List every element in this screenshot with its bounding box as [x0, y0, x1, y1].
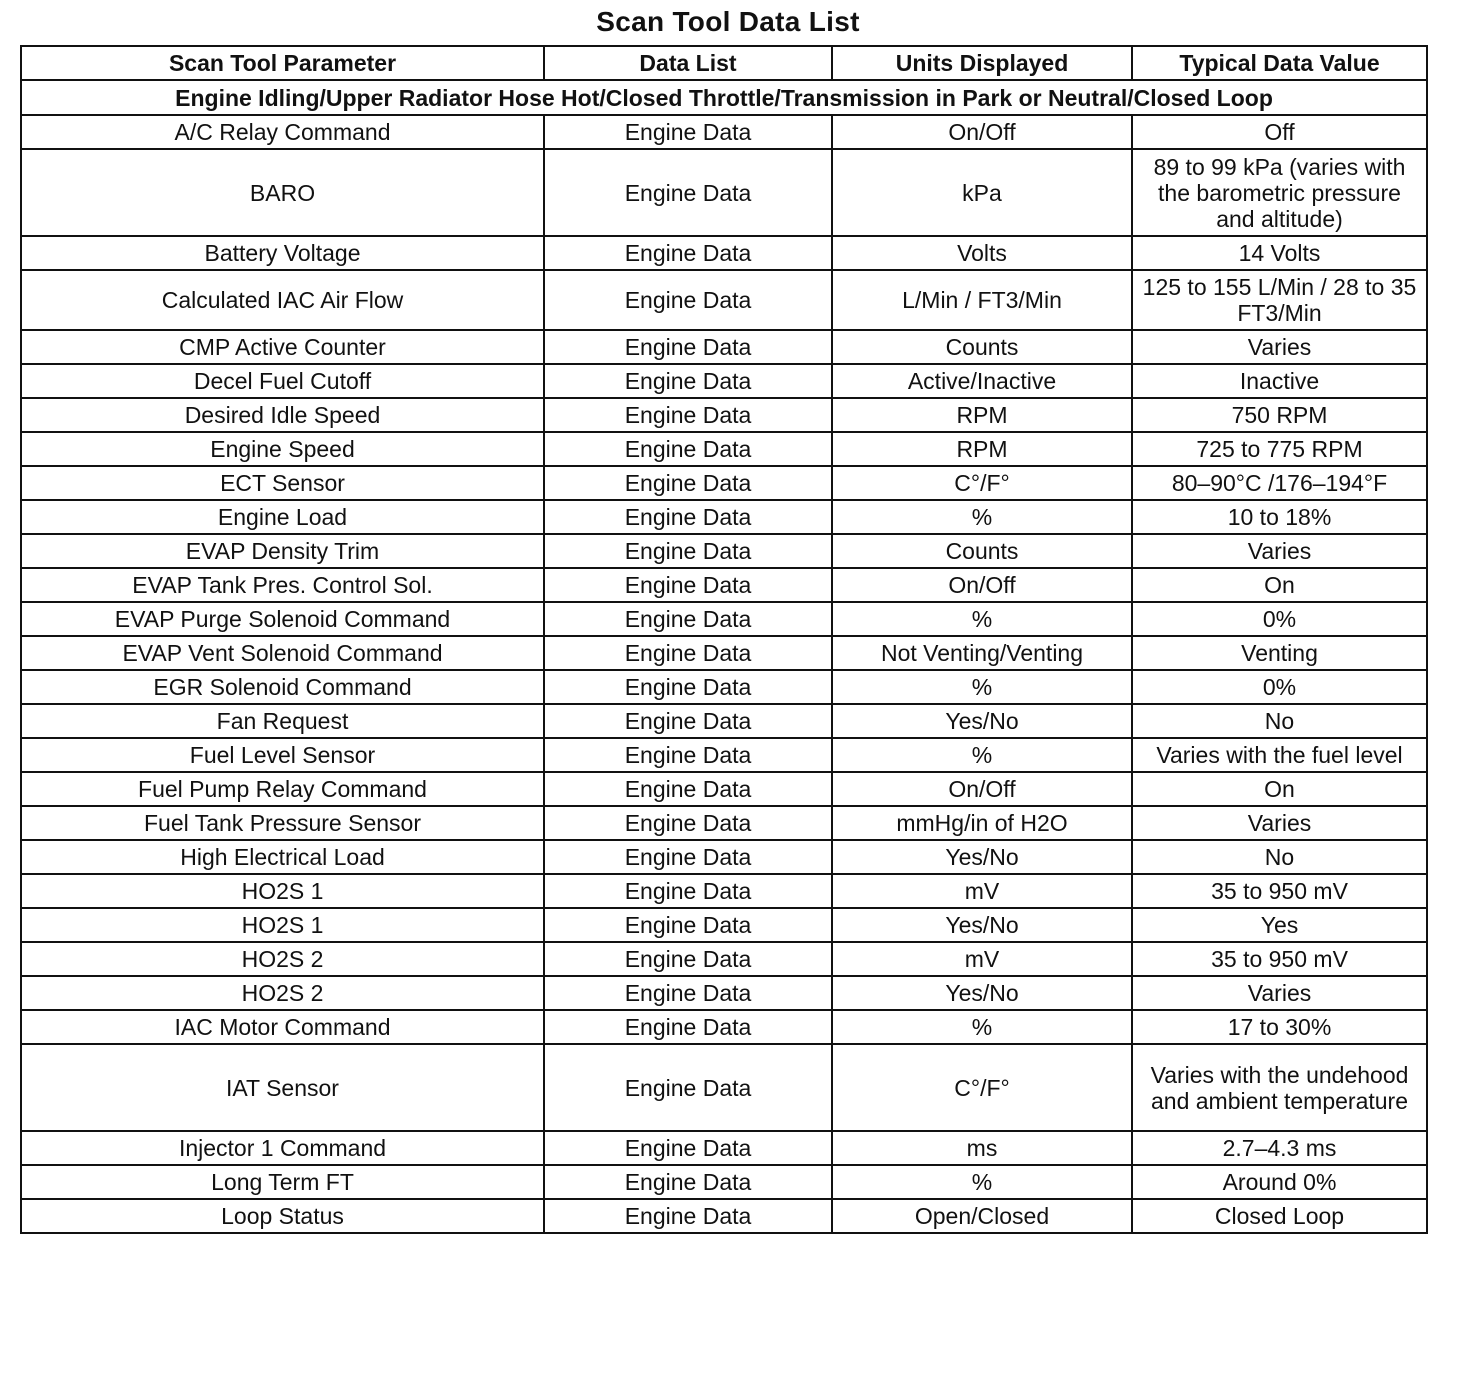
cell-parameter: Engine Load — [21, 500, 544, 534]
cell-typical-value: 80–90°C /176–194°F — [1132, 466, 1427, 500]
table-row — [21, 1044, 1427, 1131]
cell-parameter: Engine Speed — [21, 432, 544, 466]
cell-typical-value: 0% — [1132, 602, 1427, 636]
table-row — [21, 942, 1427, 976]
cell-parameter: HO2S 1 — [21, 908, 544, 942]
cell-units: RPM — [832, 432, 1132, 466]
table-row — [21, 398, 1427, 432]
cell-data-list: Engine Data — [544, 602, 832, 636]
cell-typical-value: Varies with the undehood and ambient temperature — [1132, 1044, 1427, 1131]
cell-typical-value: Closed Loop — [1132, 1199, 1427, 1233]
cell-typical-value: 17 to 30% — [1132, 1010, 1427, 1044]
cell-typical-value: Around 0% — [1132, 1165, 1427, 1199]
cell-data-list: Engine Data — [544, 1010, 832, 1044]
cell-units: C°/F° — [832, 1044, 1132, 1131]
cell-parameter: Injector 1 Command — [21, 1131, 544, 1165]
cell-typical-value: 125 to 155 L/Min / 28 to 35 FT3/Min — [1132, 270, 1427, 330]
column-header-parameter: Scan Tool Parameter — [21, 46, 544, 80]
table-row — [21, 149, 1427, 236]
cell-data-list: Engine Data — [544, 432, 832, 466]
cell-typical-value: Varies with the fuel level — [1132, 738, 1427, 772]
section-row — [21, 80, 1427, 115]
cell-data-list: Engine Data — [544, 874, 832, 908]
table-row — [21, 534, 1427, 568]
cell-typical-value: Varies — [1132, 534, 1427, 568]
cell-parameter: EGR Solenoid Command — [21, 670, 544, 704]
cell-data-list: Engine Data — [544, 500, 832, 534]
cell-parameter: Fan Request — [21, 704, 544, 738]
cell-data-list: Engine Data — [544, 568, 832, 602]
cell-data-list: Engine Data — [544, 330, 832, 364]
table-row — [21, 806, 1427, 840]
cell-data-list: Engine Data — [544, 738, 832, 772]
cell-units: ms — [832, 1131, 1132, 1165]
cell-typical-value: Varies — [1132, 806, 1427, 840]
cell-units: mV — [832, 942, 1132, 976]
column-header-units: Units Displayed — [832, 46, 1132, 80]
cell-data-list: Engine Data — [544, 534, 832, 568]
cell-data-list: Engine Data — [544, 670, 832, 704]
cell-typical-value: 89 to 99 kPa (varies with the barometric pressure and altitude) — [1132, 149, 1427, 236]
table-row — [21, 466, 1427, 500]
table-row — [21, 1010, 1427, 1044]
cell-units: L/Min / FT3/Min — [832, 270, 1132, 330]
cell-units: % — [832, 602, 1132, 636]
cell-data-list: Engine Data — [544, 364, 832, 398]
cell-parameter: Fuel Level Sensor — [21, 738, 544, 772]
table-row — [21, 568, 1427, 602]
cell-parameter: Loop Status — [21, 1199, 544, 1233]
cell-data-list: Engine Data — [544, 636, 832, 670]
cell-data-list: Engine Data — [544, 806, 832, 840]
cell-typical-value: 10 to 18% — [1132, 500, 1427, 534]
cell-data-list: Engine Data — [544, 149, 832, 236]
cell-data-list: Engine Data — [544, 840, 832, 874]
cell-units: RPM — [832, 398, 1132, 432]
cell-parameter: High Electrical Load — [21, 840, 544, 874]
table-row — [21, 115, 1427, 149]
cell-units: Counts — [832, 330, 1132, 364]
cell-parameter: Desired Idle Speed — [21, 398, 544, 432]
page-title: Scan Tool Data List — [596, 6, 860, 37]
table-row — [21, 602, 1427, 636]
cell-units: % — [832, 500, 1132, 534]
cell-typical-value: 14 Volts — [1132, 236, 1427, 270]
cell-typical-value: 750 RPM — [1132, 398, 1427, 432]
table-row — [21, 432, 1427, 466]
cell-data-list: Engine Data — [544, 270, 832, 330]
cell-units: Open/Closed — [832, 1199, 1132, 1233]
cell-data-list: Engine Data — [544, 236, 832, 270]
cell-data-list: Engine Data — [544, 942, 832, 976]
cell-data-list: Engine Data — [544, 976, 832, 1010]
column-header-data-list: Data List — [544, 46, 832, 80]
cell-units: Yes/No — [832, 908, 1132, 942]
cell-typical-value: 0% — [1132, 670, 1427, 704]
cell-data-list: Engine Data — [544, 1165, 832, 1199]
cell-data-list: Engine Data — [544, 1044, 832, 1131]
cell-data-list: Engine Data — [544, 1131, 832, 1165]
cell-typical-value: Inactive — [1132, 364, 1427, 398]
cell-parameter: Calculated IAC Air Flow — [21, 270, 544, 330]
cell-parameter: EVAP Vent Solenoid Command — [21, 636, 544, 670]
table-row — [21, 670, 1427, 704]
table-row — [21, 874, 1427, 908]
cell-parameter: CMP Active Counter — [21, 330, 544, 364]
cell-units: Counts — [832, 534, 1132, 568]
cell-typical-value: No — [1132, 704, 1427, 738]
cell-units: % — [832, 670, 1132, 704]
cell-typical-value: Venting — [1132, 636, 1427, 670]
cell-units: Yes/No — [832, 704, 1132, 738]
table-row — [21, 1199, 1427, 1233]
cell-typical-value: Off — [1132, 115, 1427, 149]
header-row — [21, 46, 1427, 80]
cell-units: mV — [832, 874, 1132, 908]
cell-typical-value: 35 to 950 mV — [1132, 942, 1427, 976]
table-row — [21, 636, 1427, 670]
column-header-typical-value: Typical Data Value — [1132, 46, 1427, 80]
cell-units: Volts — [832, 236, 1132, 270]
cell-data-list: Engine Data — [544, 398, 832, 432]
cell-typical-value: Varies — [1132, 976, 1427, 1010]
cell-data-list: Engine Data — [544, 466, 832, 500]
cell-units: Yes/No — [832, 976, 1132, 1010]
table-row — [21, 364, 1427, 398]
cell-typical-value: Yes — [1132, 908, 1427, 942]
cell-units: % — [832, 1165, 1132, 1199]
cell-parameter: Decel Fuel Cutoff — [21, 364, 544, 398]
table-row — [21, 1165, 1427, 1199]
cell-parameter: Battery Voltage — [21, 236, 544, 270]
cell-units: kPa — [832, 149, 1132, 236]
cell-typical-value: 2.7–4.3 ms — [1132, 1131, 1427, 1165]
table-row — [21, 1131, 1427, 1165]
cell-units: On/Off — [832, 772, 1132, 806]
table-row — [21, 270, 1427, 330]
cell-data-list: Engine Data — [544, 1199, 832, 1233]
cell-data-list: Engine Data — [544, 704, 832, 738]
table-row — [21, 500, 1427, 534]
cell-typical-value: On — [1132, 568, 1427, 602]
cell-parameter: HO2S 2 — [21, 976, 544, 1010]
table-row — [21, 908, 1427, 942]
table-row — [21, 772, 1427, 806]
cell-data-list: Engine Data — [544, 115, 832, 149]
cell-parameter: HO2S 1 — [21, 874, 544, 908]
table-row — [21, 330, 1427, 364]
cell-parameter: Fuel Tank Pressure Sensor — [21, 806, 544, 840]
cell-parameter: EVAP Purge Solenoid Command — [21, 602, 544, 636]
cell-typical-value: 35 to 950 mV — [1132, 874, 1427, 908]
cell-units: On/Off — [832, 115, 1132, 149]
cell-units: C°/F° — [832, 466, 1132, 500]
table-row — [21, 840, 1427, 874]
cell-units: % — [832, 1010, 1132, 1044]
cell-units: Yes/No — [832, 840, 1132, 874]
cell-typical-value: No — [1132, 840, 1427, 874]
cell-units: % — [832, 738, 1132, 772]
cell-parameter: IAT Sensor — [21, 1044, 544, 1131]
cell-typical-value: Varies — [1132, 330, 1427, 364]
cell-parameter: ECT Sensor — [21, 466, 544, 500]
cell-data-list: Engine Data — [544, 772, 832, 806]
cell-data-list: Engine Data — [544, 908, 832, 942]
cell-parameter: BARO — [21, 149, 544, 236]
cell-parameter: Long Term FT — [21, 1165, 544, 1199]
section-condition: Engine Idling/Upper Radiator Hose Hot/Closed Throttle/Transmission in Park or Neutral/Closed Loop — [21, 80, 1427, 115]
cell-parameter: A/C Relay Command — [21, 115, 544, 149]
table-row — [21, 236, 1427, 270]
table-row — [21, 976, 1427, 1010]
scan-tool-data-table — [20, 45, 1428, 1234]
cell-units: On/Off — [832, 568, 1132, 602]
cell-units: mmHg/in of H2O — [832, 806, 1132, 840]
cell-parameter: EVAP Tank Pres. Control Sol. — [21, 568, 544, 602]
cell-typical-value: 725 to 775 RPM — [1132, 432, 1427, 466]
cell-parameter: IAC Motor Command — [21, 1010, 544, 1044]
cell-typical-value: On — [1132, 772, 1427, 806]
table-row — [21, 704, 1427, 738]
cell-units: Not Venting/Venting — [832, 636, 1132, 670]
table-row — [21, 738, 1427, 772]
cell-parameter: Fuel Pump Relay Command — [21, 772, 544, 806]
cell-parameter: HO2S 2 — [21, 942, 544, 976]
cell-units: Active/Inactive — [832, 364, 1132, 398]
cell-parameter: EVAP Density Trim — [21, 534, 544, 568]
